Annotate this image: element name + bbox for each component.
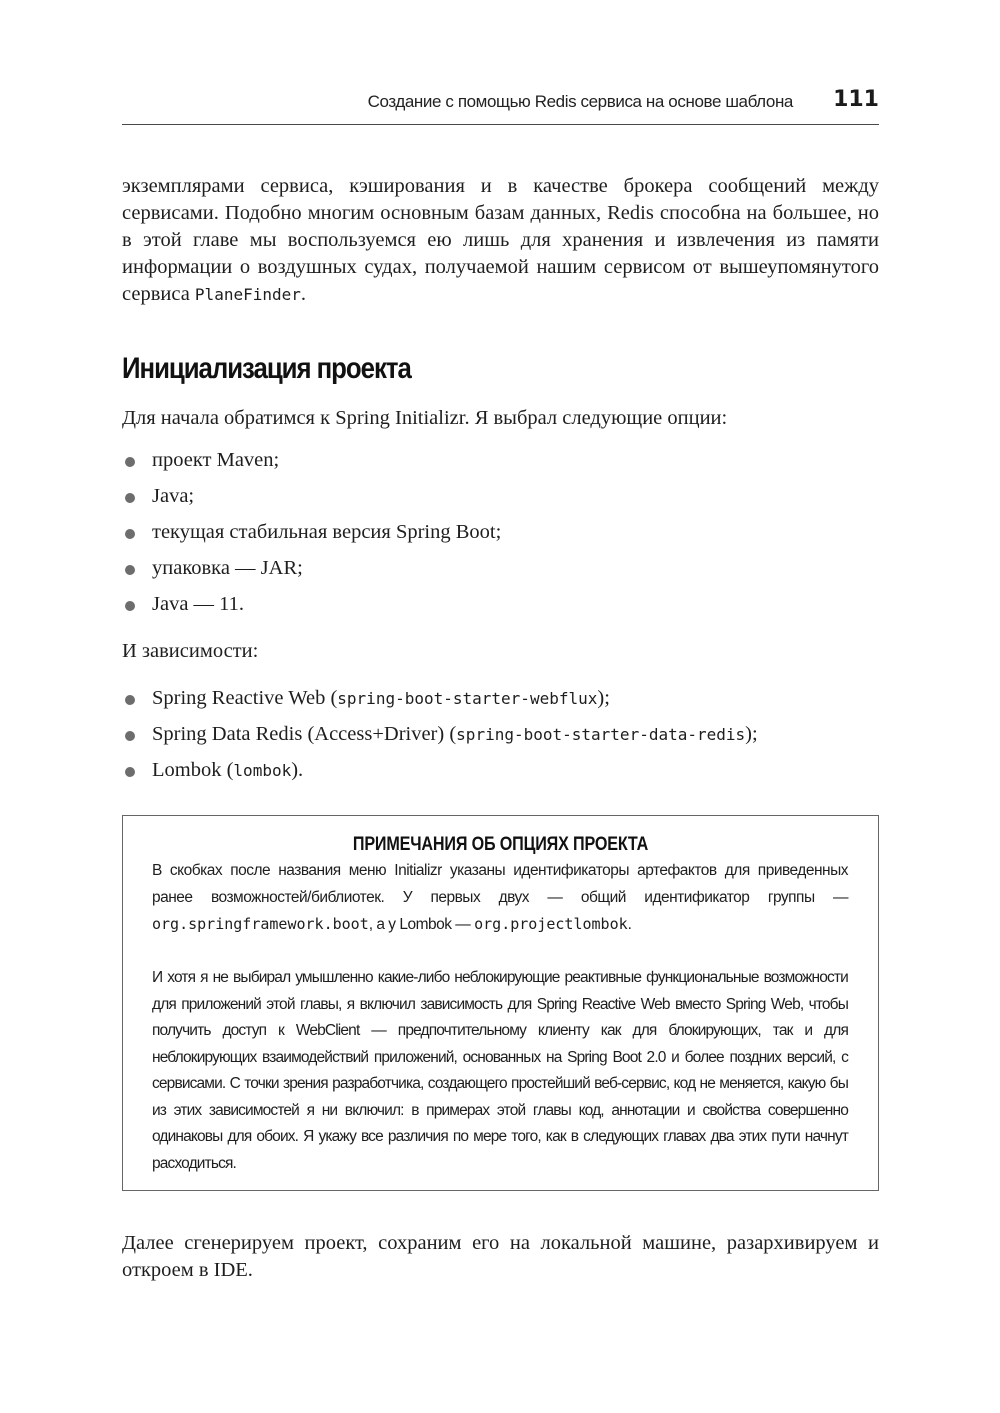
running-header bbox=[122, 88, 879, 125]
bullet-icon bbox=[125, 529, 135, 539]
bullet-icon bbox=[125, 493, 135, 503]
dependency-name: Spring Reactive Web ( bbox=[152, 687, 338, 709]
list-item bbox=[122, 591, 879, 627]
bullet-icon bbox=[125, 695, 135, 705]
dependency-artifact: spring-boot-starter-webflux bbox=[337, 689, 598, 708]
list-item bbox=[122, 447, 879, 483]
intro-code-planefinder: PlaneFinder bbox=[194, 285, 301, 304]
bullet-icon bbox=[125, 731, 135, 741]
dependencies-lead: И зависимости: bbox=[122, 640, 259, 662]
group-id-lombok: org.projectlombok bbox=[474, 915, 628, 933]
section-heading: Инициализация проекта bbox=[122, 352, 411, 385]
bullet-icon bbox=[125, 565, 135, 575]
dependency-end: ). bbox=[291, 759, 304, 781]
option-text: текущая стабильная версия Spring Boot; bbox=[152, 521, 502, 543]
list-item bbox=[122, 519, 879, 555]
note-text: . bbox=[627, 916, 632, 933]
bullet-icon bbox=[125, 767, 135, 777]
dependency-end: ); bbox=[745, 723, 758, 745]
running-title: Создание с помощью Redis сервиса на основе шаблона bbox=[367, 92, 793, 111]
note-text: В скобках после названия меню Initializr указаны идентификаторы артефактов для приведенных ранее возможностей/библиотек. У первых двух — общий идентификатор группы — bbox=[152, 862, 848, 906]
dependency-end: ); bbox=[597, 687, 610, 709]
option-text: упаковка — JAR; bbox=[152, 557, 303, 579]
option-text: проект Maven; bbox=[152, 449, 280, 471]
options-list bbox=[122, 447, 879, 627]
list-item bbox=[122, 757, 879, 793]
dependency-artifact: spring-boot-starter-data-redis bbox=[456, 725, 746, 744]
outro-paragraph: Далее сгенерируем проект, сохраним его на локальной машине, разархивируем и откроем в IDE. bbox=[122, 1232, 879, 1281]
intro-paragraph bbox=[122, 173, 879, 308]
note-title: ПРИМЕЧАНИЯ ОБ ОПЦИЯХ ПРОЕКТА bbox=[352, 834, 649, 855]
dependencies-list bbox=[122, 685, 879, 793]
list-item bbox=[122, 483, 879, 519]
page-number: 111 bbox=[833, 87, 879, 112]
dependency-name: Spring Data Redis (Access+Driver) ( bbox=[152, 723, 457, 745]
note-paragraph-artifacts bbox=[152, 858, 848, 939]
note-paragraph-reactive: И хотя я не выбирал умышленно какие-либо неблокирующие реактивные функциональные возможности для приложений этой главы, я включил зависимость для Spring Reactive Web вместо Spring Web, чтобы получить доступ к WebClient — предпочтительному клиенту как для блокирующих, так и для неблокирующих взаимодействий приложений, основанных на Spring Boot 2.0 и более поздних версий, с сервисами. С точки зрения разработчика, создающего простейший веб-сервис, код не меняется, какую бы из этих зависимостей я ни включил: в примерах этой главы код, аннотации и свойства совершенно одинаковы для обоих. Я укажу все различия по мере того, как в следующих главах два этих пути начнут расходиться. bbox=[152, 969, 848, 1172]
intro-text: экземплярами сервиса, кэширования и в качестве брокера сообщений между сервисами. Подобно многим основным базам данных, Redis способна на большее, но в этой главе мы воспользуемся ею лишь для хранения и извлечения из памяти информации о воздушных судах, получаемой нашим сервисом от вышеупомянутого сервиса bbox=[122, 175, 879, 305]
list-item bbox=[122, 555, 879, 591]
list-item bbox=[122, 685, 879, 721]
list-item bbox=[122, 721, 879, 757]
option-text: Java — 11. bbox=[152, 593, 245, 615]
bullet-icon bbox=[125, 601, 135, 611]
dependency-name: Lombok ( bbox=[152, 759, 234, 781]
intro-end: . bbox=[300, 283, 307, 305]
dependency-artifact: lombok bbox=[233, 761, 292, 780]
bullet-icon bbox=[125, 457, 135, 467]
options-lead: Для начала обратимся к Spring Initializr. Я выбрал следующие опции: bbox=[122, 407, 728, 429]
note-text: , а у Lombok — bbox=[368, 916, 475, 933]
group-id-spring: org.springframework.boot bbox=[152, 915, 369, 933]
option-text: Java; bbox=[152, 485, 195, 507]
